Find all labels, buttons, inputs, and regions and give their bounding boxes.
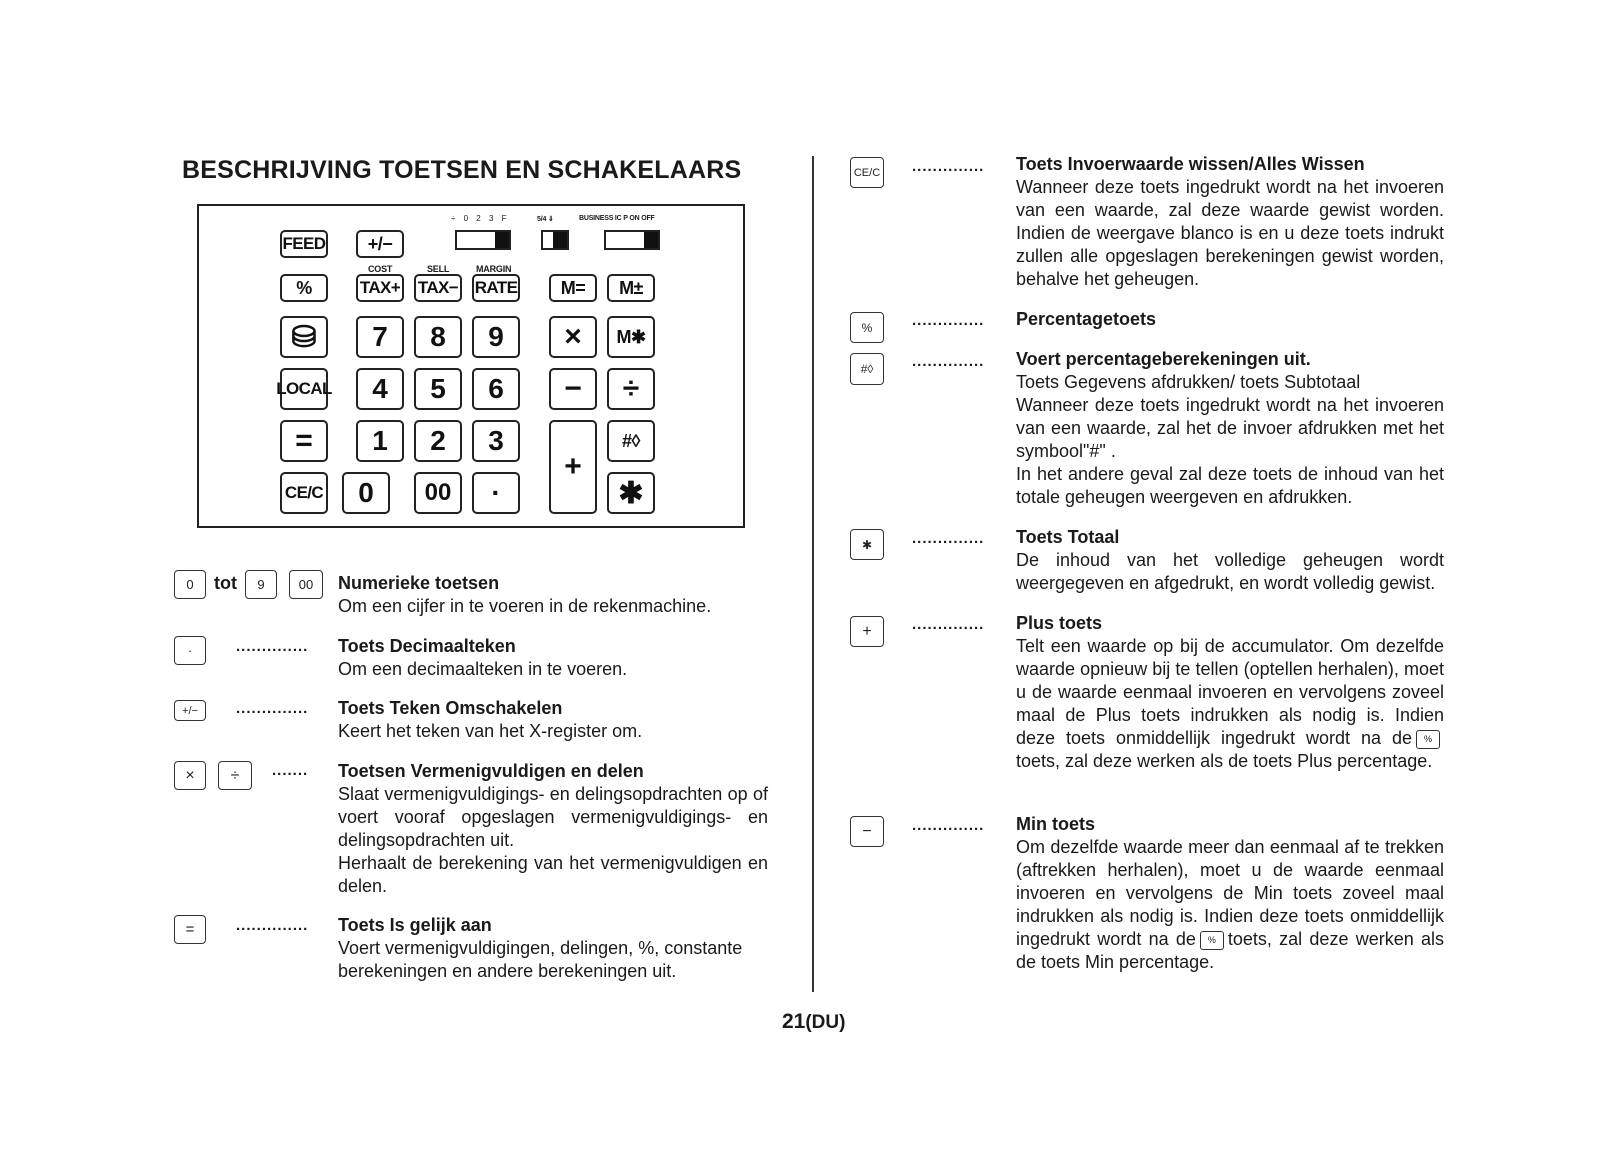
percent-inline-icon: % — [1416, 730, 1440, 749]
percent-title: Percentagetoets — [1016, 309, 1157, 329]
language-suffix: (DU) — [805, 1012, 846, 1033]
divide-key: ÷ — [607, 368, 655, 410]
keypad-illustration — [197, 204, 745, 528]
key-9-icon: 9 — [245, 570, 277, 599]
divide-key-icon: ÷ — [218, 761, 252, 790]
total-key: ✱ — [607, 472, 655, 514]
decimal-entry — [338, 635, 768, 681]
hash-leader: .............. — [912, 353, 985, 370]
total-body: De inhoud van het volledige geheugen wordt weergegeven en afgedrukt, en wordt volledig gewist. — [1016, 550, 1444, 593]
plus-key: + — [549, 420, 597, 514]
plus-body-a: Telt een waarde op bij de accumulator. Om dezelfde waarde opnieuw bij te tellen (optellen herhalen), moet u de waarde eenmaal invoeren en vervolgens zoveel maal de Plus toets indrukken als nodig is. Indien deze toets onmiddellijk ingedrukt wordt na de — [1016, 636, 1444, 748]
key-8: 8 — [414, 316, 462, 358]
cost-label: COST — [368, 264, 393, 274]
plus-title: Plus toets — [1016, 613, 1103, 633]
total-leader: .............. — [912, 530, 985, 547]
hash-title: Voert percentageberekeningen uit. — [1016, 349, 1311, 369]
decimal-switch — [455, 230, 511, 250]
clear-key: CE/C — [280, 472, 328, 514]
feed-key: FEED — [280, 230, 328, 258]
cec-body: Wanneer deze toets ingedrukt wordt na het invoeren van een waarde, zal deze waarde gewist worden. Indien de weergave blanco is en u deze toets indrukt zullen alle opgeslagen berekeningen gewist worden, behalve het geheugen. — [1016, 177, 1444, 289]
percent-key-icon: % — [850, 312, 884, 343]
local-key: LOCAL — [280, 368, 328, 410]
minus-key-icon: − — [850, 816, 884, 847]
tax-minus-key: TAX− — [414, 274, 462, 302]
total-entry — [1016, 526, 1444, 595]
hash-body-2: Wanneer deze toets ingedrukt wordt na het invoeren van een waarde, zal het de invoer afdrukken met het symbool"#" . — [1016, 395, 1444, 461]
muldiv-body-1: Slaat vermenigvuldigings- en delingsopdrachten op of voert vooraf opgeslagen vermenigvuldigings- en delingsopdrachten uit. — [338, 784, 768, 850]
hash-body-1: Toets Gegevens afdrukken/ toets Subtotaal — [1016, 372, 1361, 392]
muldiv-body-2: Herhaalt de berekening van het vermenigvuldigen en delen. — [338, 853, 768, 896]
key-0-icon: 0 — [174, 570, 206, 599]
minus-title: Min toets — [1016, 814, 1095, 834]
plus-entry — [1016, 612, 1444, 773]
multiply-key-icon: × — [174, 761, 206, 790]
total-title: Toets Totaal — [1016, 527, 1120, 547]
page-number-value: 21 — [782, 1010, 806, 1033]
mode-switch — [604, 230, 660, 250]
plus-leader: .............. — [912, 616, 985, 633]
sign-title: Toets Teken Omschakelen — [338, 698, 563, 718]
muldiv-title: Toetsen Vermenigvuldigen en delen — [338, 761, 644, 781]
muldiv-entry — [338, 760, 768, 898]
tot-label: tot — [214, 573, 237, 593]
plus-body-b: toets, zal deze werken als de toets Plus percentage. — [1016, 751, 1433, 771]
equals-key: = — [280, 420, 328, 462]
key-00: 00 — [414, 472, 462, 514]
muldiv-leader: ....... — [272, 762, 309, 779]
coin-key: ⛁ — [280, 316, 328, 358]
equals-entry — [338, 914, 768, 983]
clear-key-icon: CE/C — [850, 157, 884, 188]
key-1: 1 — [356, 420, 404, 462]
mode-switch-label: BUSINESS IC P ON OFF — [579, 215, 655, 222]
percent-entry — [1016, 308, 1444, 331]
decimal-body: Om een decimaalteken in te voeren. — [338, 659, 628, 679]
equals-body: Voert vermenigvuldigingen, delingen, %, constante berekeningen en andere berekeningen uit. — [338, 938, 743, 981]
sign-entry — [338, 697, 768, 743]
key-6: 6 — [472, 368, 520, 410]
multiply-key: × — [549, 316, 597, 358]
hash-entry — [1016, 348, 1444, 509]
memory-total-key: M✱ — [607, 316, 655, 358]
numeric-entry — [338, 572, 768, 618]
minus-body-a: Om dezelfde waarde meer dan eenmaal af te trekken (aftrekken herhalen), moet u de waarde eenmaal invoeren en vervolgens de Min toets zoveel maal indrukken als nodig is. Indien deze toets onmiddellijk ingedrukt wordt na de — [1016, 837, 1444, 949]
column-divider — [812, 156, 814, 992]
sign-body: Keert het teken van het X-register om. — [338, 721, 643, 741]
plus-key-icon: + — [850, 616, 884, 647]
decimal-title: Toets Decimaalteken — [338, 636, 516, 656]
decimal-key-icon: · — [174, 636, 206, 665]
memory-minus-key: M= — [549, 274, 597, 302]
tax-plus-key: TAX+ — [356, 274, 404, 302]
hash-key: #◊ — [607, 420, 655, 462]
key-3: 3 — [472, 420, 520, 462]
minus-body-b: toets, zal deze werken als de toets Min percentage. — [1016, 929, 1444, 972]
rounding-switch-label: 5/4 ⇓ — [537, 216, 554, 223]
memory-plus-key: M± — [607, 274, 655, 302]
minus-leader: .............. — [912, 817, 985, 834]
numeric-body: Om een cijfer in te voeren in de rekenmachine. — [338, 596, 712, 616]
numeric-title: Numerieke toetsen — [338, 573, 500, 593]
key-4: 4 — [356, 368, 404, 410]
page-title: BESCHRIJVING TOETSEN EN SCHAKELAARS — [182, 156, 742, 184]
key-0: 0 — [342, 472, 390, 514]
sell-label: SELL — [427, 264, 450, 274]
equals-key-icon: = — [174, 915, 206, 944]
sign-key: +/− — [356, 230, 404, 258]
page-number — [782, 1010, 845, 1034]
percent-inline-icon: % — [1200, 931, 1224, 950]
margin-label: MARGIN — [476, 264, 512, 274]
cec-title: Toets Invoerwaarde wissen/Alles Wissen — [1016, 154, 1365, 174]
hash-body-3: In het andere geval zal deze toets de inhoud van het totale geheugen weergeven en afdrukken. — [1016, 464, 1444, 507]
percent-key: % — [280, 274, 328, 302]
rounding-switch — [541, 230, 569, 250]
minus-key: − — [549, 368, 597, 410]
decimal-key: · — [472, 472, 520, 514]
equals-leader: .............. — [236, 917, 309, 934]
key-00-icon: 00 — [289, 570, 323, 599]
total-key-icon: ✱ — [850, 529, 884, 560]
percent-leader: .............. — [912, 312, 985, 329]
cec-leader: .............. — [912, 158, 985, 175]
key-7: 7 — [356, 316, 404, 358]
minus-entry — [1016, 813, 1444, 974]
key-5: 5 — [414, 368, 462, 410]
key-2: 2 — [414, 420, 462, 462]
rate-key: RATE — [472, 274, 520, 302]
sign-key-icon: +/− — [174, 700, 206, 721]
equals-title: Toets Is gelijk aan — [338, 915, 492, 935]
key-9: 9 — [472, 316, 520, 358]
hash-key-icon: #◊ — [850, 353, 884, 385]
decimal-switch-label: ÷ 0 2 3 F — [451, 214, 510, 223]
cec-entry — [1016, 153, 1444, 291]
sign-leader: .............. — [236, 700, 309, 717]
decimal-leader: .............. — [236, 638, 309, 655]
